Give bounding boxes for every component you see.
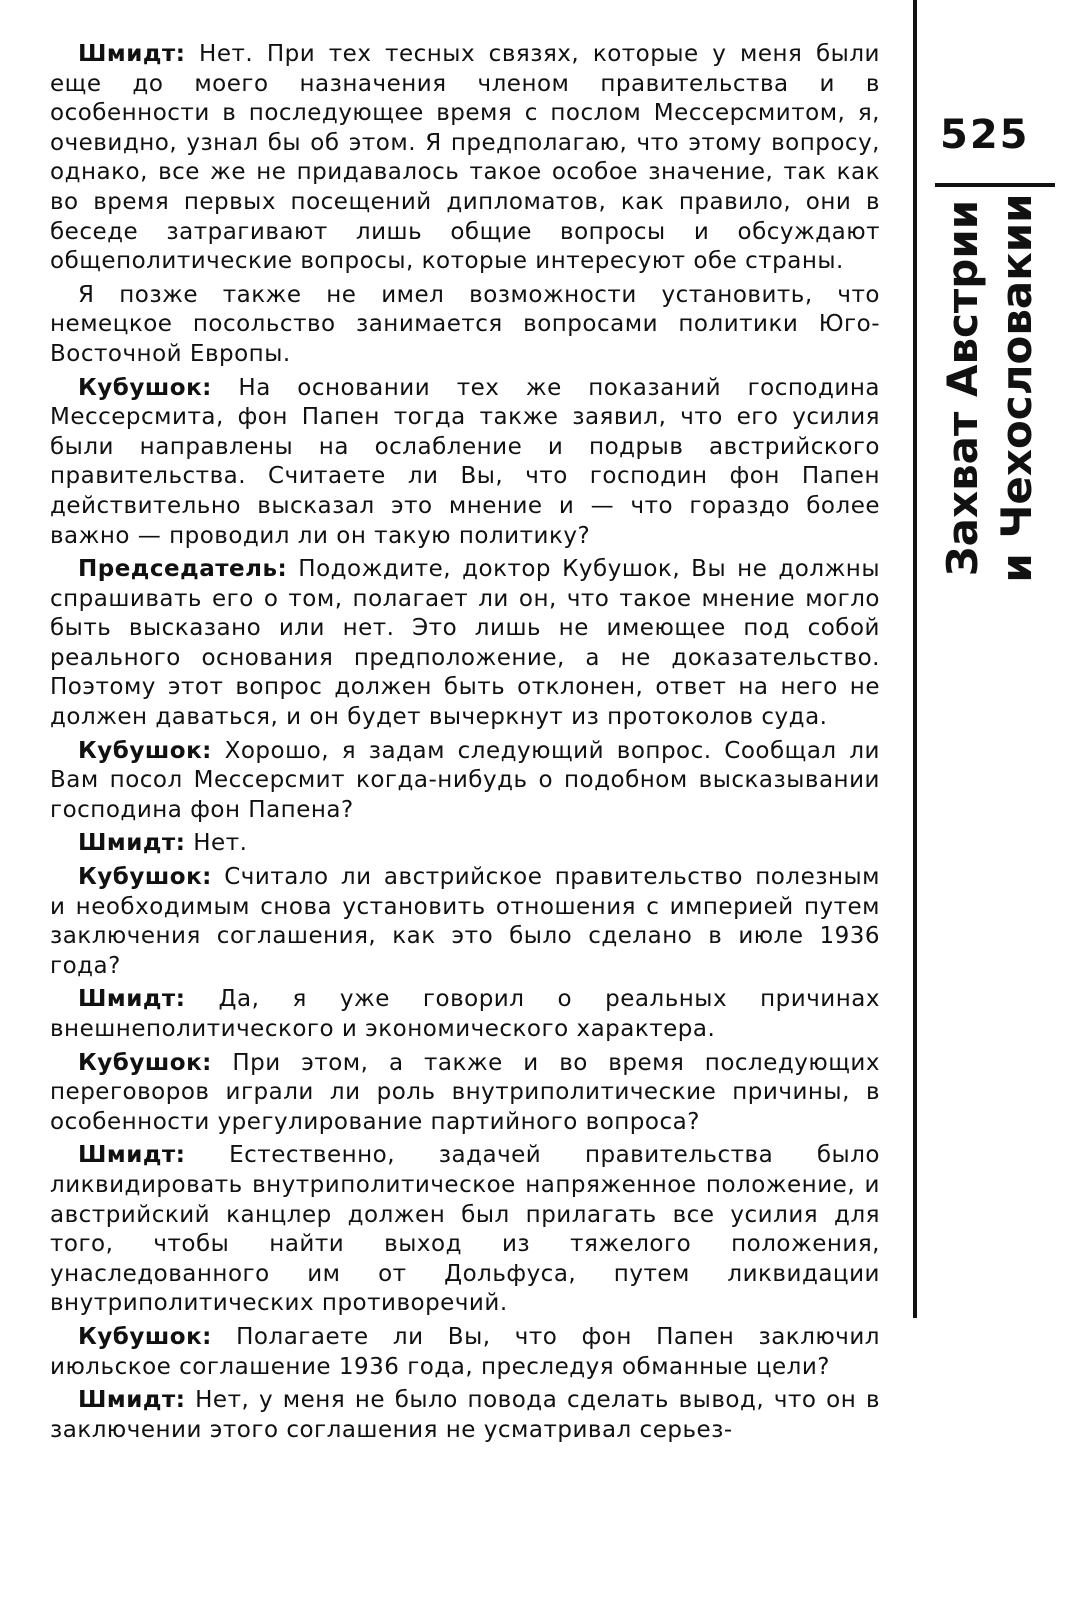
speech-text: Считало ли австрийское правительство полезным и необходимым снова установить отношения с империей путем заключения соглашения, как это было сделано в июле 1936 года? <box>50 864 880 979</box>
speech-text: Подождите, доктор Кубушок, Вы не должны спрашивать его о том, полагает ли он, что такое мнение могло быть высказано или нет. Это лишь не имеющее под собой реального основания предположение, а не доказательство. Поэтому этот вопрос должен быть отклонен, ответ на него не должен даваться, и он будет вычеркнут из протоколов суда. <box>50 556 880 731</box>
speaker-label: Шмидт: <box>78 1142 186 1169</box>
speaker-label: Шмидт: <box>78 986 186 1013</box>
paragraph <box>50 1141 880 1319</box>
running-head-line-2: и Чехословакии <box>992 193 1041 583</box>
speech-text: Полагаете ли Вы, что фон Папен заключил июльское соглашение 1936 года, преследуя обманные цели? <box>50 1323 880 1380</box>
speaker-label: Кубушок: <box>78 374 212 401</box>
speaker-label: Шмидт: <box>78 1387 186 1414</box>
paragraph <box>50 985 880 1044</box>
paragraph <box>50 555 880 733</box>
speech-text: Я позже также не имел возможности установить, что немецкое посольство занимается вопросами политики Юго-Восточной Европы. <box>50 281 880 367</box>
speaker-label: Председатель: <box>78 556 288 583</box>
speaker-label: Кубушок: <box>78 864 212 891</box>
speaker-label: Кубушок: <box>78 1323 212 1350</box>
speaker-label: Шмидт: <box>78 830 186 857</box>
paragraph <box>50 40 880 277</box>
margin-rule <box>913 0 917 1318</box>
speech-text: Нет, у меня не было повода сделать вывод, что он в заключении этого соглашения не усматривал серьез- <box>50 1387 880 1443</box>
paragraph <box>50 1386 880 1445</box>
speech-text: Хорошо, я задам следующий вопрос. Сообщал ли Вам посол Мессерсмит когда-нибудь о подобном высказывании господина фон Папена? <box>50 737 880 823</box>
speaker-label: Кубушок: <box>78 1049 212 1076</box>
paragraph <box>50 737 880 826</box>
running-head-line-1: Захват Австрии <box>938 199 987 577</box>
text-column <box>50 40 880 1449</box>
speech-text: Нет. При тех тесных связях, которые у меня были еще до моего назначения членом правительства и в особенности в последующее время с послом Мессерсмитом, я, очевидно, узнал бы об этом. Я предполагаю, что этому вопросу, однако, все же не придавалось такое особое значение, так как во время первых посещений дипломатов, как правило, они в беседе затрагивают лишь общие вопросы и обсуждают общеполитические вопросы, которые интересуют обе страны. <box>50 41 880 275</box>
paragraph <box>50 829 880 859</box>
speech-text: Да, я уже говорил о реальных причинах внешнеполитического и экономического характера. <box>50 986 880 1042</box>
paragraph <box>50 374 880 552</box>
page-number-rule <box>935 183 1055 187</box>
speaker-label: Шмидт: <box>78 41 186 67</box>
paragraph <box>50 863 880 981</box>
speech-text: Естественно, задачей правительства было ликвидировать внутриполитическое напряженное положение, и австрийский канцлер должен был прилагать все усилия для того, чтобы найти выход из тяжелого положения, унаследованного им от Дольфуса, путем ликвидации внутриполитических противоречий. <box>50 1142 880 1317</box>
speech-text: Нет. <box>185 830 248 857</box>
running-head-text <box>936 193 1044 582</box>
speaker-label: Кубушок: <box>78 737 212 764</box>
page-number: 525 <box>940 112 1030 158</box>
speech-text: При этом, а также и во время последующих переговоров играли ли роль внутриполитические причины, в особенности урегулирование партийного вопроса? <box>50 1049 880 1135</box>
paragraph <box>50 1323 880 1382</box>
paragraph <box>50 1049 880 1138</box>
paragraph <box>50 281 880 370</box>
speech-text: На основании тех же показаний господина Мессерсмита, фон Папен тогда также заявил, что его усилия были направлены на ослабление и подрыв австрийского правительства. Считаете ли Вы, что господин фон Папен действительно высказал это мнение и — что гораздо более важно — проводил ли он такую политику? <box>50 374 880 549</box>
